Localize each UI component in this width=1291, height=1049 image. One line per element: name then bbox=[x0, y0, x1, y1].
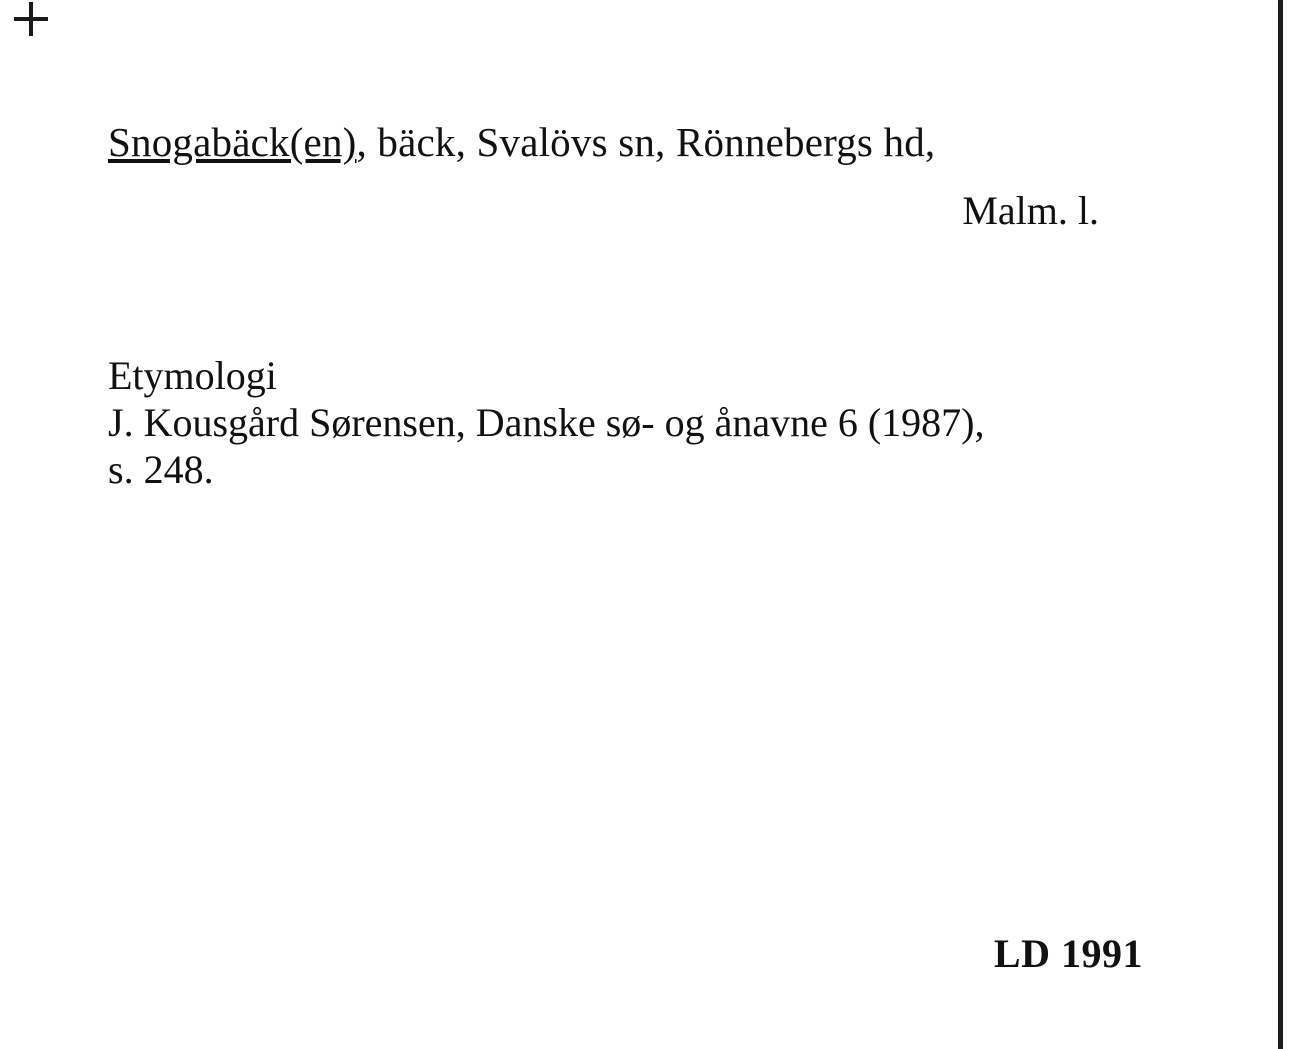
headword-block bbox=[108, 118, 1203, 234]
headword-line bbox=[108, 118, 1203, 167]
headword: Snogabäck(en) bbox=[108, 119, 357, 165]
etymology-section bbox=[108, 352, 1218, 494]
locality-line: Malm. l. bbox=[962, 188, 1099, 234]
archive-card bbox=[108, 0, 1218, 1049]
registration-cross-icon bbox=[14, 2, 48, 36]
reference-line-1: J. Kousgård Sørensen, Danske sø- og ånavne 6 (1987), bbox=[108, 400, 985, 446]
section-title: Etymologi bbox=[108, 353, 277, 398]
card-footer-stamp: LD 1991 bbox=[993, 931, 1143, 976]
headword-qualifiers: , bäck, Svalövs sn, Rönnebergs hd, bbox=[356, 119, 936, 165]
page-edge-rule bbox=[1278, 0, 1283, 1049]
reference-line-2: s. 248. bbox=[108, 447, 214, 493]
